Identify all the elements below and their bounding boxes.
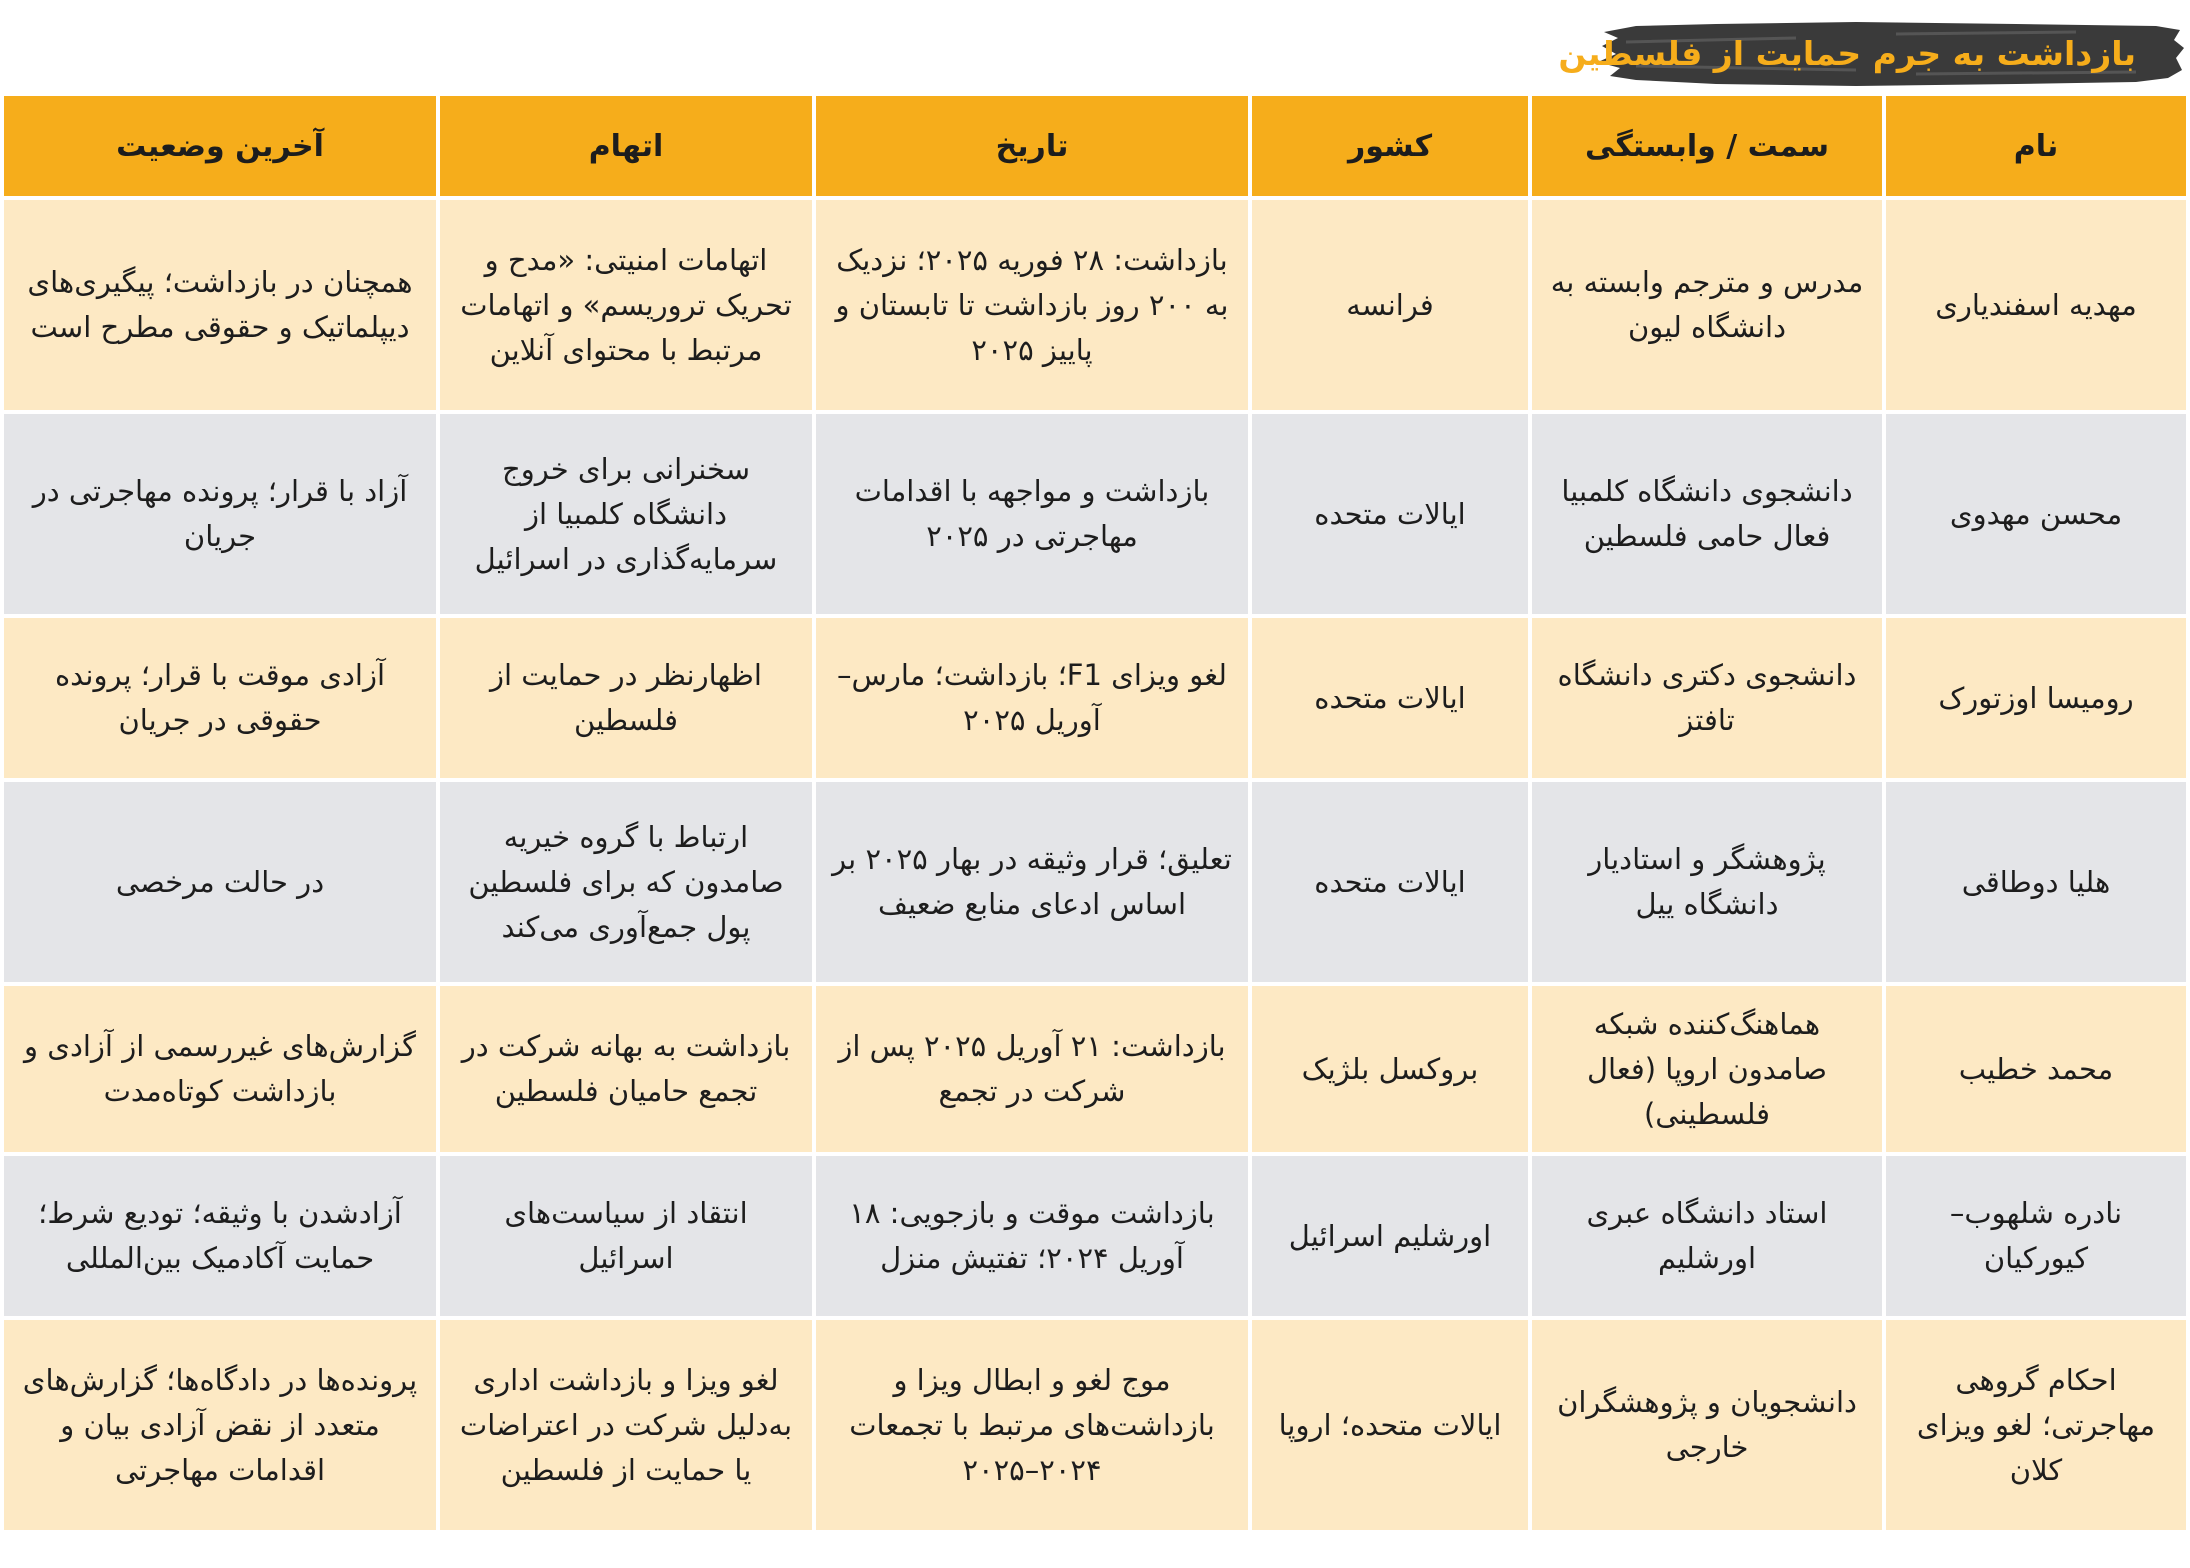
cell-country: بروکسل بلژیک [1252, 986, 1528, 1152]
cell-role: دانشجوی دانشگاه کلمبیا فعال حامی فلسطین [1532, 414, 1882, 614]
cell-date: بازداشت: ۲۸ فوریه ۲۰۲۵؛ نزدیک به ۲۰۰ روز بازداشت تا تابستان و پاییز ۲۰۲۵ [816, 200, 1248, 410]
table-row [4, 414, 2186, 614]
cell-date: بازداشت: ۲۱ آوریل ۲۰۲۵ پس از شرکت در تجمع [816, 986, 1248, 1152]
cell-status: آزادشدن با وثیقه؛ تودیع شرط؛ حمایت آکادمیک بین‌المللی [4, 1156, 436, 1316]
table-header-row [4, 96, 2186, 196]
cell-name: رومیسا اوزتورک [1886, 618, 2186, 778]
table-row [4, 200, 2186, 410]
cell-status: همچنان در بازداشت؛ پیگیری‌های دیپلماتیک و حقوقی مطرح است [4, 200, 436, 410]
cell-name: مهدیه اسفندیاری [1886, 200, 2186, 410]
table-row [4, 782, 2186, 982]
cell-status: پرونده‌ها در دادگاه‌ها؛ گزارش‌های متعدد از نقض آزادی بیان و اقدامات مهاجرتی [4, 1320, 436, 1530]
cell-country: ایالات متحده؛ اروپا [1252, 1320, 1528, 1530]
cell-role: استاد دانشگاه عبری اورشلیم [1532, 1156, 1882, 1316]
cell-role: مدرس و مترجم وابسته به دانشگاه لیون [1532, 200, 1882, 410]
cell-country: ایالات متحده [1252, 618, 1528, 778]
cell-status: در حالت مرخصی [4, 782, 436, 982]
cell-date: تعلیق؛ قرار وثیقه در بهار ۲۰۲۵ بر اساس ادعای منابع ضعیف [816, 782, 1248, 982]
cell-charge: انتقاد از سیاست‌های اسرائیل [440, 1156, 812, 1316]
arrests-table-container [4, 96, 2186, 1530]
table-row [4, 1156, 2186, 1316]
cell-date: لغو ویزای F1؛ بازداشت؛ مارس–آوریل ۲۰۲۵ [816, 618, 1248, 778]
cell-name: احکام گروهی مهاجرتی؛ لغو ویزای کلان [1886, 1320, 2186, 1530]
cell-country: اورشلیم اسرائیل [1252, 1156, 1528, 1316]
header-status: آخرین وضعیت [4, 96, 436, 196]
header-role: سمت / وابستگی [1532, 96, 1882, 196]
arrests-table [0, 92, 2190, 1534]
cell-charge: اتهامات امنیتی: «مدح و تحریک تروریسم» و اتهامات مرتبط با محتوای آنلاین [440, 200, 812, 410]
cell-name: نادره شلهوب–کیورکیان [1886, 1156, 2186, 1316]
cell-country: ایالات متحده [1252, 782, 1528, 982]
cell-role: دانشجویان و پژوهشگران خارجی [1532, 1320, 1882, 1530]
cell-charge: بازداشت به بهانه شرکت در تجمع حامیان فلسطین [440, 986, 812, 1152]
cell-charge: لغو ویزا و بازداشت اداری به‌دلیل شرکت در اعتراضات یا حمایت از فلسطین [440, 1320, 812, 1530]
cell-name: محسن مهدوی [1886, 414, 2186, 614]
cell-status: آزادی موقت با قرار؛ پرونده حقوقی در جریان [4, 618, 436, 778]
cell-date: موج لغو و ابطال ویزا و بازداشت‌های مرتبط با تجمعات ۲۰۲۴–۲۰۲۵ [816, 1320, 1248, 1530]
table-row [4, 1320, 2186, 1530]
cell-charge: سخنرانی برای خروج دانشگاه کلمبیا از سرمایه‌گذاری در اسرائیل [440, 414, 812, 614]
cell-role: دانشجوی دکتری دانشگاه تافتز [1532, 618, 1882, 778]
cell-role: پژوهشگر و استادیار دانشگاه ییل [1532, 782, 1882, 982]
cell-status: گزارش‌های غیررسمی از آزادی و بازداشت کوتاه‌مدت [4, 986, 436, 1152]
cell-charge: اظهارنظر در حمایت از فلسطین [440, 618, 812, 778]
header-country: کشور [1252, 96, 1528, 196]
cell-status: آزاد با قرار؛ پرونده مهاجرتی در جریان [4, 414, 436, 614]
cell-date: بازداشت موقت و بازجویی: ۱۸ آوریل ۲۰۲۴؛ تفتیش منزل [816, 1156, 1248, 1316]
cell-country: ایالات متحده [1252, 414, 1528, 614]
title-banner [1558, 18, 2186, 90]
header-date: تاریخ [816, 96, 1248, 196]
header-name: نام [1886, 96, 2186, 196]
cell-name: هلیا دوطاقی [1886, 782, 2186, 982]
cell-country: فرانسه [1252, 200, 1528, 410]
cell-date: بازداشت و مواجهه با اقدامات مهاجرتی در ۲۰۲۵ [816, 414, 1248, 614]
cell-charge: ارتباط با گروه خیریه صامدون که برای فلسطین پول جمع‌آوری می‌کند [440, 782, 812, 982]
cell-role: هماهنگ‌کننده شبکه صامدون اروپا (فعال فلسطینی) [1532, 986, 1882, 1152]
cell-name: محمد خطیب [1886, 986, 2186, 1152]
table-row [4, 618, 2186, 778]
header-charge: اتهام [440, 96, 812, 196]
table-row [4, 986, 2186, 1152]
page-title: بازداشت به جرم حمایت از فلسطین [1558, 34, 2136, 73]
